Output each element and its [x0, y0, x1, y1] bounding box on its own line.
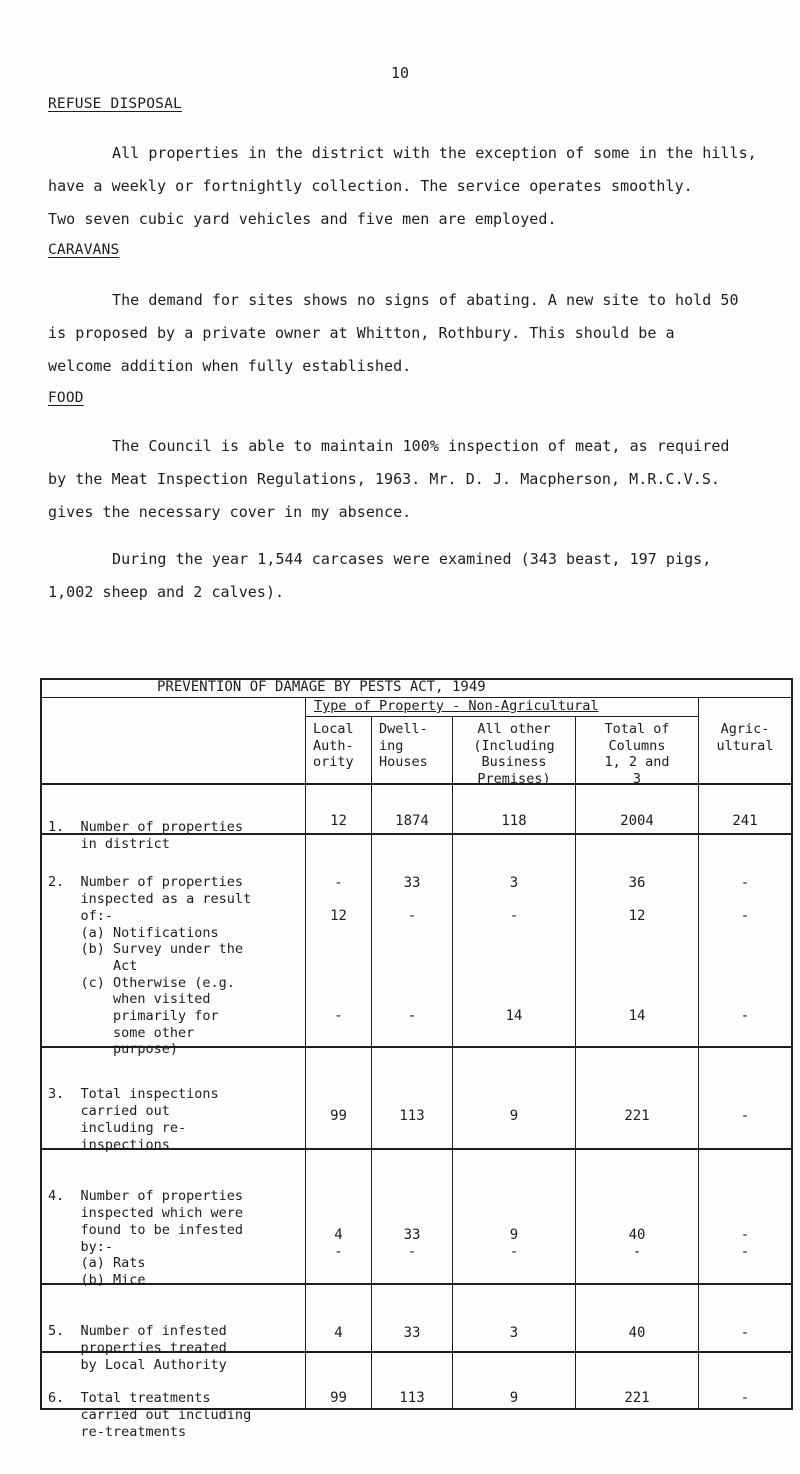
cell-r2c-agric: -	[740, 1008, 750, 1024]
food-line-2: by the Meat Inspection Regulations, 1963. Mr. D. J. Macpherson, M.R.C.V.S.	[48, 470, 720, 488]
cell-r2c-other: 14	[505, 1008, 523, 1024]
refuse-line-2: have a weekly or fortnightly collection. The service operates smoothly.	[48, 177, 693, 195]
caravans-line-2: is proposed by a private owner at Whitton, Rothbury. This should be a	[48, 324, 675, 342]
cell-r2a-total: 36	[628, 875, 646, 891]
cell-r6-total: 221	[624, 1390, 650, 1406]
cell-r1-total: 2004	[620, 813, 654, 829]
cell-r4a-total: 40	[628, 1227, 646, 1243]
table-title: PREVENTION OF DAMAGE BY PESTS ACT, 1949	[157, 679, 486, 695]
cell-r2c-total: 14	[628, 1008, 646, 1024]
table-col-rule-1	[305, 698, 306, 1410]
cell-r2b-local: 12	[330, 908, 347, 924]
cell-r2b-other: -	[509, 908, 519, 924]
table-border-right	[791, 678, 793, 1410]
refuse-line-1: All properties in the district with the exception of some in the hills,	[112, 144, 757, 162]
cell-r6-other: 9	[509, 1390, 519, 1406]
cell-r2a-agric: -	[740, 875, 750, 891]
cell-r4b-local: -	[334, 1244, 343, 1260]
caravans-heading: CARAVANS	[48, 242, 120, 258]
cell-r6-dwelling: 113	[399, 1390, 425, 1406]
cell-r6-agric: -	[740, 1390, 750, 1406]
food-line-5: 1,002 sheep and 2 calves).	[48, 583, 285, 601]
cell-r4b-dwelling: -	[407, 1244, 417, 1260]
cell-r4a-local: 4	[334, 1227, 343, 1243]
cell-r4b-total: -	[632, 1244, 642, 1260]
col-header-agricultural: Agric- ultural	[716, 721, 774, 754]
cell-r6-local: 99	[330, 1390, 347, 1406]
cell-r5-other: 3	[509, 1325, 519, 1341]
cell-r2c-dwelling: -	[407, 1008, 417, 1024]
cell-r5-dwelling: 33	[403, 1325, 421, 1341]
col-header-local-authority: Local Auth- ority	[313, 721, 354, 771]
caravans-line-3: welcome addition when fully established.	[48, 357, 412, 375]
refuse-heading: REFUSE DISPOSAL	[48, 96, 182, 112]
food-line-4: During the year 1,544 carcases were examined (343 beast, 197 pigs,	[112, 550, 712, 568]
cell-r3-local: 99	[330, 1108, 347, 1124]
pests-act-table	[40, 678, 793, 1440]
food-line-1: The Council is able to maintain 100% inspection of meat, as required	[112, 437, 730, 455]
cell-r3-total: 221	[624, 1108, 650, 1124]
table-border-left	[40, 678, 42, 1410]
cell-r2b-total: 12	[628, 908, 646, 924]
col-header-dwelling-houses: Dwell- ing Houses	[379, 721, 428, 771]
cell-r1-dwelling: 1874	[395, 813, 429, 829]
cell-r5-total: 40	[628, 1325, 646, 1341]
cell-r2a-other: 3	[509, 875, 519, 891]
cell-r2b-dwelling: -	[407, 908, 417, 924]
caravans-line-1: The demand for sites shows no signs of abating. A new site to hold 50	[112, 291, 739, 309]
cell-r3-other: 9	[509, 1108, 519, 1124]
row-label-6: 6. Total treatments carried out including re-treatments	[48, 1390, 252, 1440]
cell-r1-agric: 241	[732, 813, 758, 829]
cell-r5-agric: -	[740, 1325, 750, 1341]
row-label-4: 4. Number of properties inspected which were found to be infested by:- (a) Rats (b) Mice	[48, 1188, 244, 1288]
cell-r3-agric: -	[740, 1108, 750, 1124]
cell-r4b-agric: -	[740, 1244, 750, 1260]
cell-r3-dwelling: 113	[399, 1108, 425, 1124]
cell-r4a-dwelling: 33	[403, 1227, 421, 1243]
table-col-rule-5	[698, 698, 699, 1410]
cell-r2b-agric: -	[740, 908, 750, 924]
page-number: 10	[390, 64, 410, 82]
cell-r2c-local: -	[334, 1008, 343, 1024]
table-group-header: Type of Property - Non-Agricultural	[314, 698, 599, 714]
col-header-all-other: All other (Including Business Premises)	[473, 721, 555, 788]
cell-r2a-dwelling: 33	[403, 875, 421, 891]
refuse-line-3: Two seven cubic yard vehicles and five men are employed.	[48, 210, 557, 228]
cell-r2a-local: -	[334, 875, 343, 891]
food-line-3: gives the necessary cover in my absence.	[48, 503, 412, 521]
cell-r1-local: 12	[330, 813, 347, 829]
row-label-3: 3. Total inspections carried out including re- inspections	[48, 1086, 219, 1153]
col-header-total: Total of Columns 1, 2 and 3	[604, 721, 670, 788]
table-rule-group	[305, 716, 698, 717]
cell-r4a-other: 9	[509, 1227, 519, 1243]
row-label-5: 5. Number of infested properties treated by Local Authority	[48, 1323, 227, 1373]
row-label-2: 2. Number of properties inspected as a result of:- (a) Notifications (b) Survey under the Act (c) Otherwise (e.g. when visited primarily for some other purpose)	[48, 874, 252, 1058]
cell-r4b-other: -	[509, 1244, 519, 1260]
row-label-1: 1. Number of properties in district	[48, 819, 244, 853]
cell-r5-local: 4	[334, 1325, 343, 1341]
cell-r4a-agric: -	[740, 1227, 750, 1243]
cell-r1-other: 118	[501, 813, 527, 829]
food-heading: FOOD	[48, 390, 84, 406]
